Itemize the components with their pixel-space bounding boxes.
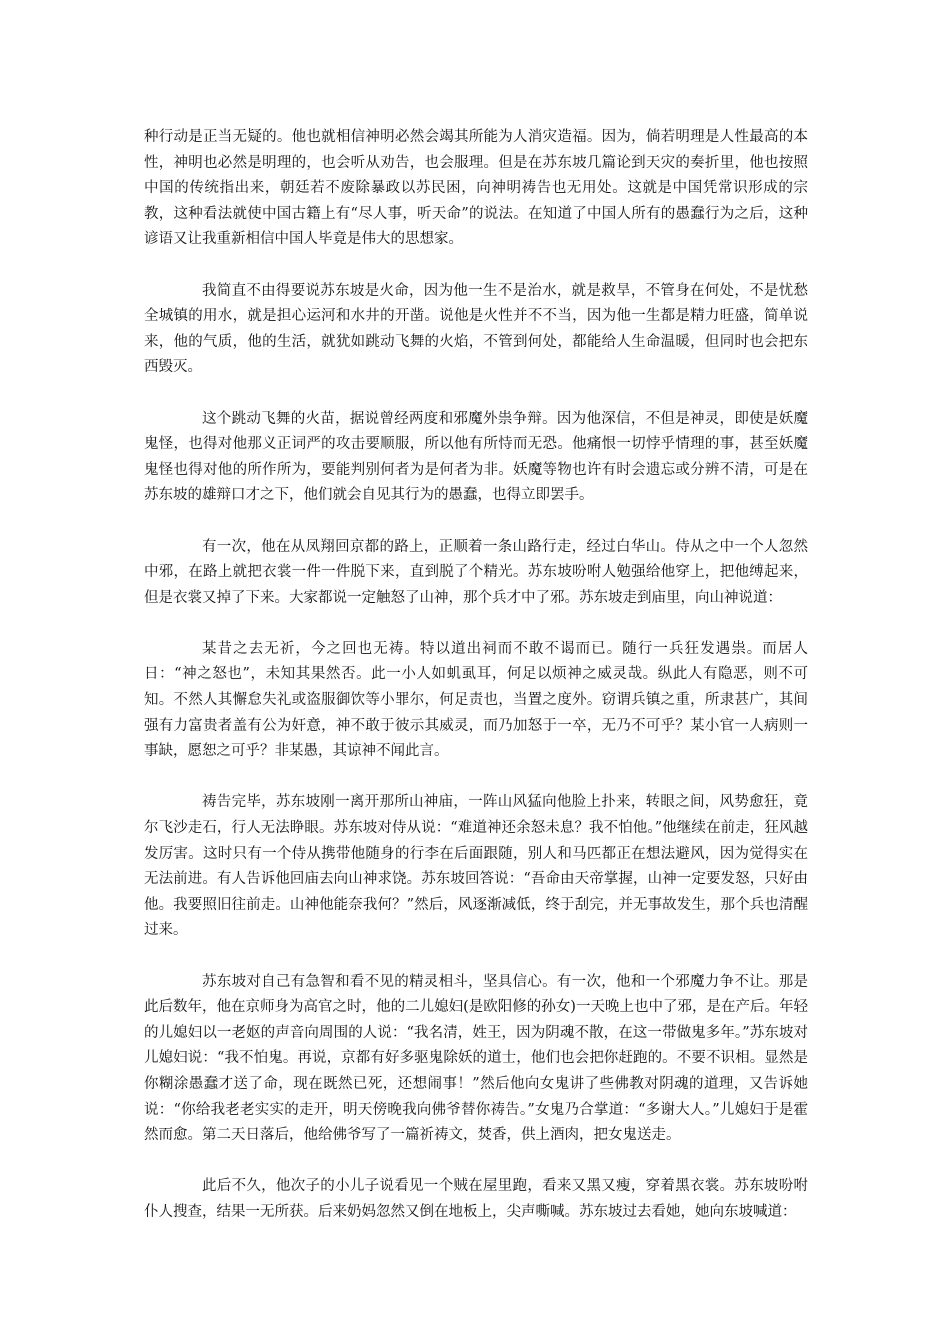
paragraph-1: 种行动是正当无疑的。他也就相信神明必然会竭其所能为人消灾造福。因为，倘若明理是人性最高的本性，神明也必然是明理的，也会听从劝告，也会服理。但是在苏东坡几篇论到天灾的奏折里，他也按照中国的传统指出来，朝廷若不废除暴政以苏民困，向神明祷告也无用处。这就是中国凭常识形成的宗教，这种看法就使中国古籍上有“尽人事，听天命”的说法。在知道了中国人所有的愚蠢行为之后，这种谚语又让我重新相信中国人毕竟是伟大的思想家。 [144,129,808,248]
paragraph-6: 祷告完毕，苏东坡刚一离开那所山神庙，一阵山风猛向他脸上扑来，转眼之间，风势愈狂，竟尔飞沙走石，行人无法睁眼。苏东坡对侍从说：“难道神还余怒未息？我不怕他。”他继续在前走，狂风越发厉害。这时只有一个侍从携带他随身的行李在后面跟随，别人和马匹都正在想法避风，因为觉得实在无法前进。有人告诉他回庙去向山神求饶。苏东坡回答说：“吾命由天帝掌握，山神一定要发怒，只好由他。我要照旧往前走。山神他能奈我何？”然后，风逐渐减低，终于刮完，并无事故发生，那个兵也清醒过来。 [144,794,808,939]
paragraph-4: 有一次，他在从凤翔回京都的路上，正顺着一条山路行走，经过白华山。侍从之中一个人忽然中邪，在路上就把衣裳一件一件脱下来，直到脱了个精光。苏东坡吩咐人勉强给他穿上，把他缚起来，但是衣裳又掉了下来。大家都说一定触怒了山神，那个兵才中了邪。苏东坡走到庙里，向山神说道： [144,538,808,606]
paragraph-3: 这个跳动飞舞的火苗，据说曾经两度和邪魔外祟争辩。因为他深信，不但是神灵，即使是妖魔鬼怪，也得对他那义正词严的攻击要顺服，所以他有所恃而无恐。他痛恨一切悖乎情理的事，甚至妖魔鬼怪也得对他的所作所为，要能判别何者为是何者为非。妖魔等物也许有时会遗忘或分辨不清，可是在苏东坡的雄辩口才之下，他们就会自见其行为的愚蠢，也得立即罢手。 [144,410,808,504]
paragraph-2: 我简直不由得要说苏东坡是火命，因为他一生不是治水，就是救旱，不管身在何处，不是忧愁全城镇的用水，就是担心运河和水井的开凿。说他是火性并不不当，因为他一生都是精力旺盛，简单说来，他的气质，他的生活，就犹如跳动飞舞的火焰，不管到何处，都能给人生命温暖，但同时也会把东西毁灭。 [144,282,808,376]
paragraph-7: 苏东坡对自己有急智和看不见的精灵相斗，坚具信心。有一次，他和一个邪魔力争不让。那是此后数年，他在京师身为高官之时，他的二儿媳妇(是欧阳修的孙女)一天晚上也中了邪，是在产后。年轻的儿媳妇以一老妪的声音向周围的人说：“我名清，姓王，因为阴魂不散，在这一带做鬼多年。”苏东坡对儿媳妇说：“我不怕鬼。再说，京都有好多驱鬼除妖的道士，他们也会把你赶跑的。不要不识相。显然是你糊涂愚蠢才送了命，现在既然已死，还想闹事！”然后他向女鬼讲了些佛教对阴魂的道理，又告诉她说：“你给我老老实实的走开，明天傍晚我向佛爷替你祷告。”女鬼乃合掌道：“多谢大人。”儿媳妇于是霍然而愈。第二天日落后，他给佛爷写了一篇祈祷文，焚香，供上酒肉，把女鬼送走。 [144,973,808,1144]
paragraph-5-prayer-quote: 某昔之去无祈，今之回也无祷。特以道出祠而不敢不谒而已。随行一兵狂发遇祟。而居人日：“神之怒也”，未知其果然否。此一小人如虮虱耳，何足以烦神之威灵哉。纵此人有隐恶，则不可知。不然人其懈怠失礼或盗服御饮等小罪尔，何足责也，当置之度外。窃谓兵镇之重，所隶甚广，其间强有力富贵者盖有公为奸意，神不敢于彼示其威灵，而乃加怒于一卒，无乃不可乎？某小官一人病则一事缺，愿恕之可乎？非某愚，其谅神不闻此言。 [144,640,808,760]
paragraph-8: 此后不久，他次子的小儿子说看见一个贼在屋里跑，看来又黑又瘦，穿着黑衣裳。苏东坡吩咐仆人搜查，结果一无所获。后来奶妈忽然又倒在地板上，尖声嘶喊。苏东坡过去看她，她向东坡喊道： [144,1178,808,1220]
document-page [144,125,808,1251]
